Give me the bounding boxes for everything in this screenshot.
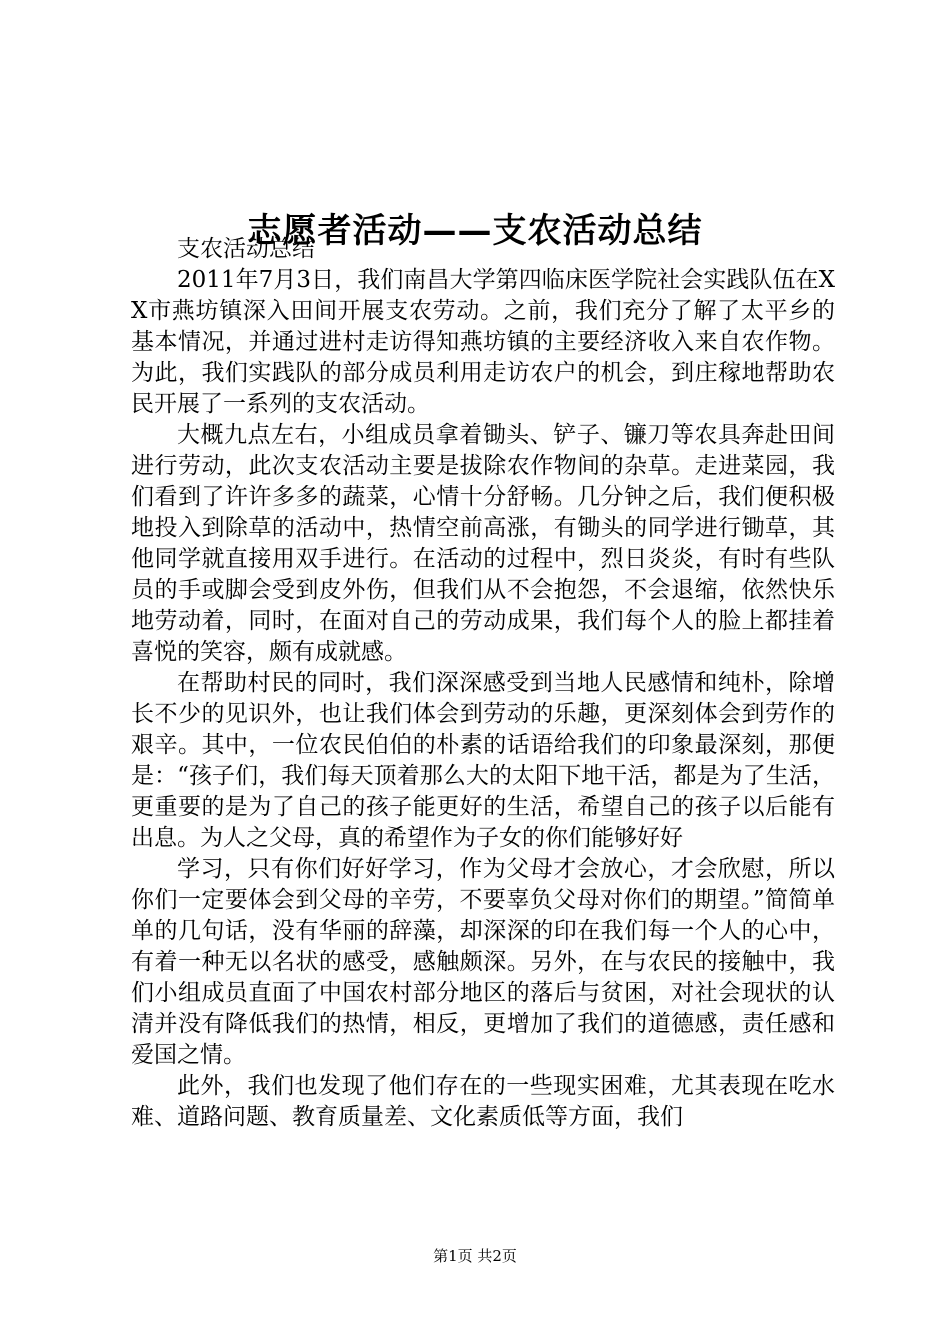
paragraph: 学习，只有你们好好学习，作为父母才会放心，才会欣慰，所以你们一定要体会到父母的辛劳，不要辜负父母对你们的期望。”简简单单的几句话，没有华丽的辞藻，却深深的印在我们每一个人的心中，有着一种无以名状的感受，感触颇深。另外，在与农民的接触中，我们小组成员直面了中国农村部分地区的落后与贫困，对社会现状的认清并没有降低我们的热情，相反，更增加了我们的道德感，责任感和爱国之情。 — [131, 856, 835, 1068]
paragraph: 此外，我们也发现了他们存在的一些现实困难，尤其表现在吃水难、道路问题、教育质量差、文化素质低等方面，我们 — [131, 1073, 835, 1130]
paragraph-subtitle: 支农活动总结 — [177, 236, 315, 262]
document-title: 志愿者活动——支农活动总结 — [247, 210, 703, 251]
paragraph: 2011年7月3日，我们南昌大学第四临床医学院社会实践队伍在XX市燕坊镇深入田间开展支农劳动。之前，我们充分了解了太平乡的基本情况，并通过进村走访得知燕坊镇的主要经济收入来自农作物。为此，我们实践队的部分成员利用走访农户的机会，到庄稼地帮助农民开展了一系列的支农活动。 — [131, 267, 835, 417]
page-footer: 第1页 共2页 — [433, 1247, 517, 1265]
document-body — [131, 234, 835, 1133]
paragraph: 在帮助村民的同时，我们深深感受到当地人民感情和纯朴，除增长不少的见识外，也让我们体会到劳动的乐趣，更深刻体会到劳作的艰辛。其中，一位农民伯伯的朴素的话语给我们的印象最深刻，那便是：“孩子们，我们每天顶着那么大的太阳下地干活，都是为了生活，更重要的是为了自己的孩子能更好的生活，希望自己的孩子以后能有出息。为人之父母，真的希望作为子女的你们能够好好 — [131, 670, 835, 851]
paragraph: 大概九点左右，小组成员拿着锄头、铲子、镰刀等农具奔赴田间进行劳动，此次支农活动主要是拔除农作物间的杂草。走进菜园，我们看到了许许多多的蔬菜，心情十分舒畅。几分钟之后，我们便积极地投入到除草的活动中，热情空前高涨，有锄头的同学进行锄草，其他同学就直接用双手进行。在活动的过程中，烈日炎炎，有时有些队员的手或脚会受到皮外伤，但我们从不会抱怨，不会退缩，依然快乐地劳动着，同时，在面对自己的劳动成果，我们每个人的脸上都挂着喜悦的笑容，颇有成就感。 — [131, 422, 835, 665]
